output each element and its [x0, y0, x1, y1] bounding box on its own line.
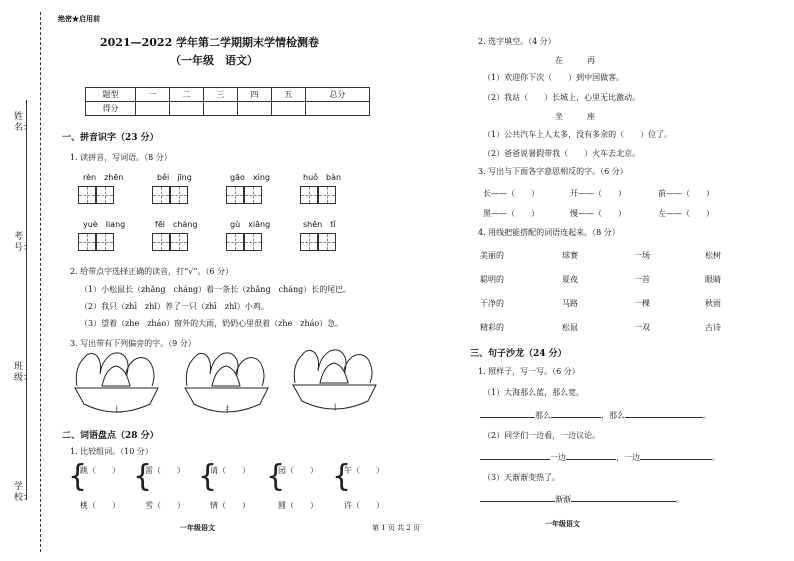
- writing-box[interactable]: [244, 233, 262, 251]
- match-word: 聪明的: [480, 275, 504, 284]
- writing-box[interactable]: [152, 233, 170, 251]
- right-q2: 2. 选字填空。（4 分）: [478, 37, 556, 46]
- compare-word: 跳（ ）: [80, 466, 120, 475]
- answer-blank[interactable]: [480, 501, 555, 502]
- example-sentence: （3）天渐渐变热了。: [483, 473, 561, 482]
- brace: {: [266, 459, 286, 494]
- fill-word: 。: [676, 495, 684, 504]
- section-1-title: 一、拼音识字（23 分）: [62, 133, 159, 143]
- score-cell[interactable]: [169, 102, 203, 116]
- score-header: 五: [271, 88, 305, 102]
- radical-label: 扌: [225, 405, 233, 414]
- match-word: 眼睛: [705, 275, 721, 284]
- answer-blank[interactable]: [480, 459, 550, 460]
- score-cell[interactable]: [237, 102, 271, 116]
- word-pair-2: 坐 座: [555, 112, 595, 121]
- match-word: 松鼠: [562, 323, 578, 332]
- writing-box[interactable]: [226, 233, 244, 251]
- brace: {: [68, 459, 88, 494]
- brace: {: [332, 459, 352, 494]
- score-cell[interactable]: [305, 102, 369, 116]
- opposite-item: 开——（ ）: [570, 189, 626, 198]
- sec2-q1: 1. 比较组词。（10 分）: [70, 447, 153, 456]
- match-word: 球赛: [562, 251, 578, 260]
- exam-number-label: 考号：: [14, 232, 33, 253]
- q2-line: （2）我只（zhī zhǐ）养了一只（zhī zhǐ）小鸡。: [80, 302, 269, 311]
- pinyin: fēi cháng: [155, 220, 198, 229]
- q2-line: （3）望着（zhe zháo）窗外的大雨，奶奶心里很着（zhe zháo）急。: [80, 319, 344, 328]
- example-sentence: （2）同学们一边看，一边议论。: [483, 431, 601, 440]
- fill-sentence: [480, 410, 711, 421]
- pinyin: gù xiāng: [230, 220, 271, 229]
- writing-box[interactable]: [226, 186, 244, 204]
- answer-blank[interactable]: [640, 459, 712, 460]
- match-word: 夏夜: [562, 275, 578, 284]
- page-number: 第 1 页 共 2 页: [372, 524, 421, 532]
- brace: {: [198, 459, 218, 494]
- writing-box[interactable]: [244, 186, 262, 204]
- fill-word: ，那么: [601, 411, 625, 420]
- writing-box[interactable]: [78, 233, 96, 251]
- right-q3: 3. 写出与下面各字意思相反的字。（6 分）: [478, 167, 628, 176]
- sec1-q3: 3. 写出带有下列偏旁的字。（9 分）: [70, 339, 196, 348]
- compare-word: 园（ ）: [278, 466, 318, 475]
- school-label: 学校：: [14, 482, 33, 503]
- compare-word: 情（ ）: [210, 501, 250, 510]
- compare-word: 桃（ ）: [80, 501, 120, 510]
- q2-line: （1）小松鼠长（zhǎng cháng）着一条长（zhǎng cháng）长的尾巴。: [80, 285, 352, 294]
- writing-box[interactable]: [152, 186, 170, 204]
- answer-blank[interactable]: [551, 417, 601, 418]
- match-word: 古诗: [705, 323, 721, 332]
- compare-word: 请（ ）: [210, 466, 250, 475]
- side-fill-line: [26, 100, 27, 500]
- answer-blank[interactable]: [625, 417, 703, 418]
- section-3-title: 三、句子沙龙（24 分）: [470, 349, 567, 359]
- opposite-item: 左——（ ）: [658, 209, 714, 218]
- match-word: 一场: [634, 251, 650, 260]
- match-word: 美丽的: [480, 251, 504, 260]
- example-sentence: （1）大海那么蓝，那么宽。: [483, 388, 585, 397]
- flower-pot-2: [182, 348, 282, 428]
- right-q4: 4. 用线把能搭配的词语连起来。（8 分）: [478, 228, 620, 237]
- match-word: 一首: [634, 275, 650, 284]
- fill-line: （2）我站（ ）长城上，心里无比激动。: [483, 93, 641, 102]
- fill-word: 渐渐: [555, 495, 571, 504]
- answer-blank[interactable]: [566, 459, 616, 460]
- exam-subtitle: （一年级 语文）: [170, 54, 258, 67]
- answer-blank[interactable]: [571, 501, 676, 502]
- score-header: 三: [203, 88, 237, 102]
- flower-pot-1: [72, 348, 172, 428]
- compare-word: 圆（ ）: [278, 501, 318, 510]
- fill-line: （1）欢迎你下次（ ）到中国做客。: [483, 73, 625, 82]
- fill-word: 那么: [535, 411, 551, 420]
- compare-word: 雪（ ）: [145, 501, 185, 510]
- pinyin: yuè liang: [83, 220, 126, 229]
- writing-box[interactable]: [170, 186, 188, 204]
- fill-line: （2）爸爸说暑假带我（ ）火车去北京。: [483, 149, 641, 158]
- match-word: 精彩的: [480, 323, 504, 332]
- fill-line: （1）公共汽车上人太多，没有多余的（ ）位了。: [483, 130, 673, 139]
- match-word: 秋雨: [705, 299, 721, 308]
- section-2-title: 二、词语盘点（28 分）: [62, 431, 159, 441]
- opposite-item: 黑——（ ）: [483, 209, 539, 218]
- word-pair-1: 在 再: [555, 56, 595, 65]
- pinyin: rèn zhēn: [83, 173, 124, 182]
- match-word: 一双: [634, 323, 650, 332]
- writing-box[interactable]: [318, 233, 336, 251]
- score-header: 四: [237, 88, 271, 102]
- match-word: 一棵: [634, 299, 650, 308]
- writing-box[interactable]: [170, 233, 188, 251]
- score-header: 总分: [305, 88, 369, 102]
- fill-word: 。: [703, 411, 711, 420]
- exam-title: 2021—2022 学年第二学期期末学情检测卷: [100, 36, 320, 49]
- compare-word: 许（ ）: [344, 501, 384, 510]
- fill-sentence: [480, 494, 684, 505]
- pinyin: běi jīng: [157, 173, 192, 182]
- writing-box[interactable]: [300, 186, 318, 204]
- sentence-q1: 1. 照样子，写一写。（6 分）: [478, 367, 580, 376]
- sec1-q2: 2. 给带点字选择正确的读音，打“√”。（6 分）: [70, 267, 234, 276]
- sec1-q1: 1. 读拼音，写词语。（8 分）: [70, 153, 172, 162]
- match-word: 马路: [562, 299, 578, 308]
- writing-box[interactable]: [318, 186, 336, 204]
- pinyin: shēn tǐ: [303, 220, 336, 229]
- score-cell[interactable]: [271, 102, 305, 116]
- match-word: 松树: [705, 251, 721, 260]
- writing-box[interactable]: [78, 186, 96, 204]
- writing-box[interactable]: [96, 186, 114, 204]
- opposite-item: 慢——（ ）: [570, 209, 626, 218]
- footer-left: 一年级语文: [180, 523, 215, 532]
- pinyin: gāo xìng: [230, 173, 270, 182]
- brace: {: [133, 459, 153, 494]
- name-label: 姓名：: [14, 112, 33, 133]
- class-label: 班级：: [14, 362, 33, 383]
- score-table: [85, 87, 370, 116]
- footer-right: 一年级语文: [545, 519, 580, 528]
- score-cell[interactable]: [136, 102, 170, 116]
- score-cell[interactable]: [203, 102, 237, 116]
- compare-word: 午（ ）: [344, 466, 384, 475]
- pinyin: huǒ bàn: [303, 173, 342, 182]
- match-word: 干净的: [480, 299, 504, 308]
- fill-word: 。: [712, 453, 720, 462]
- writing-box[interactable]: [300, 233, 318, 251]
- fill-sentence: [480, 452, 720, 463]
- score-header: 一: [136, 88, 170, 102]
- binding-line: [40, 12, 41, 552]
- writing-box[interactable]: [96, 233, 114, 251]
- score-header: 二: [169, 88, 203, 102]
- flower-pot-3: [290, 345, 390, 425]
- fill-word: ，一边: [616, 453, 640, 462]
- fill-word: 一边: [550, 453, 566, 462]
- opposite-item: 前——（ ）: [658, 189, 714, 198]
- answer-blank[interactable]: [480, 417, 535, 418]
- confidential-mark: 绝密★启用前: [58, 14, 100, 23]
- score-row-label: 得分: [86, 102, 136, 116]
- radical-label: 辶: [115, 405, 123, 414]
- radical-label: 讠: [333, 403, 341, 412]
- compare-word: 雷（ ）: [145, 466, 185, 475]
- score-header: 题型: [86, 88, 136, 102]
- opposite-item: 长——（ ）: [483, 189, 539, 198]
